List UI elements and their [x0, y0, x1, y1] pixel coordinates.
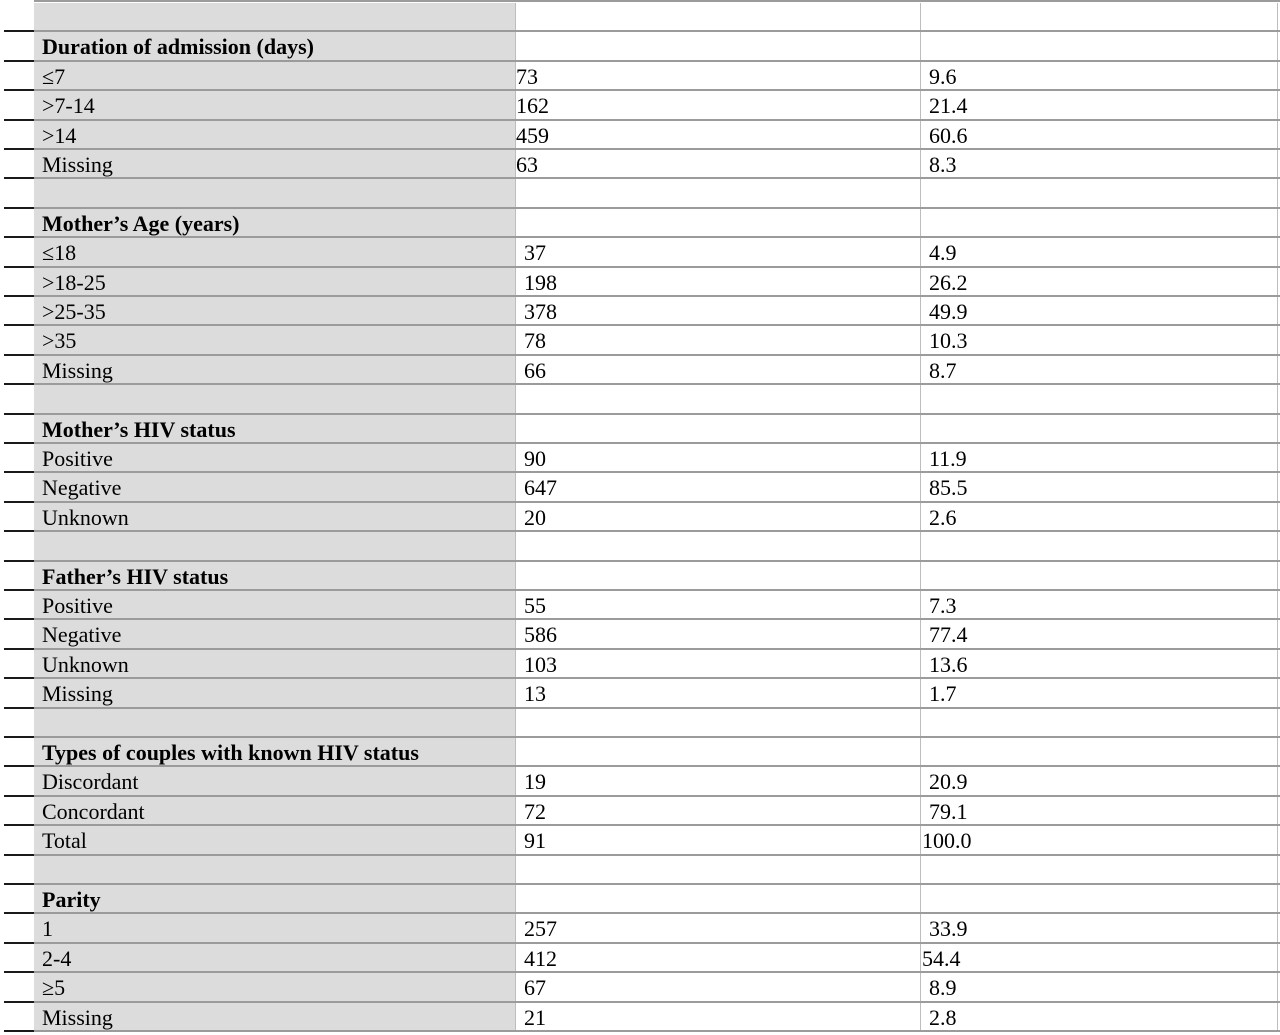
column-divider [920, 767, 921, 796]
table-row [0, 591, 1280, 620]
column-divider [1277, 209, 1278, 238]
count-cell: 459 [516, 122, 549, 148]
label-column-shade [34, 973, 515, 1002]
count-cell: 412 [524, 945, 557, 971]
table-row [0, 268, 1280, 297]
column-divider [920, 444, 921, 473]
row-label: Positive [42, 446, 113, 471]
column-divider [920, 385, 921, 414]
column-divider [1277, 91, 1278, 120]
column-divider [920, 738, 921, 767]
row-label: Missing [42, 357, 113, 383]
table-row [0, 150, 1280, 179]
spacer-row [0, 3, 1280, 32]
column-divider [515, 268, 516, 297]
count-cell: 647 [524, 475, 557, 501]
row-label: >18-25 [42, 269, 106, 295]
row-label: ≤7 [42, 63, 66, 89]
label-column-shade [34, 385, 515, 414]
spacer-row [0, 179, 1280, 208]
row-tick-mark [4, 1030, 34, 1032]
row-label: >35 [42, 328, 77, 354]
column-divider [515, 856, 516, 885]
column-divider [1277, 297, 1278, 326]
column-divider [1277, 179, 1278, 208]
column-divider [920, 209, 921, 238]
row-label: >14 [42, 122, 77, 148]
column-divider [920, 238, 921, 267]
percent-cell: 79.1 [929, 798, 968, 824]
column-divider [1277, 679, 1278, 708]
column-divider [920, 268, 921, 297]
count-cell: 78 [524, 328, 546, 354]
row-label: Unknown [42, 504, 129, 530]
table-row [0, 297, 1280, 326]
section-title: Father’s HIV status [42, 563, 229, 589]
column-divider [1277, 591, 1278, 620]
section-header-row [0, 562, 1280, 591]
column-divider [515, 826, 516, 855]
label-column-shade [34, 179, 515, 208]
percent-cell: 77.4 [929, 622, 968, 648]
count-cell: 91 [524, 828, 546, 854]
column-divider [920, 885, 921, 914]
column-divider [920, 326, 921, 355]
column-divider [515, 356, 516, 385]
count-cell: 63 [516, 152, 538, 177]
row-label: Negative [42, 475, 122, 501]
count-cell: 19 [524, 769, 546, 795]
column-divider [515, 444, 516, 473]
table-row [0, 973, 1280, 1002]
column-divider [1277, 620, 1278, 649]
column-divider [515, 209, 516, 238]
percent-cell: 100.0 [922, 828, 972, 854]
count-cell: 257 [524, 916, 557, 942]
row-divider [34, 1030, 1280, 1032]
table-row [0, 444, 1280, 473]
column-divider [1277, 1003, 1278, 1032]
percent-cell: 8.3 [929, 152, 957, 177]
count-cell: 55 [524, 593, 546, 618]
label-column-shade [34, 885, 515, 914]
percent-cell: 9.6 [929, 63, 957, 89]
column-divider [515, 473, 516, 502]
section-header-row [0, 32, 1280, 61]
column-divider [920, 973, 921, 1002]
row-label: ≤18 [42, 240, 77, 266]
row-label: 1 [42, 916, 53, 942]
column-divider [1277, 944, 1278, 973]
column-divider [920, 356, 921, 385]
count-cell: 586 [524, 622, 557, 648]
count-cell: 103 [524, 651, 557, 677]
column-divider [515, 562, 516, 591]
table-row [0, 679, 1280, 708]
column-divider [515, 415, 516, 444]
table-row [0, 356, 1280, 385]
column-divider [920, 121, 921, 150]
label-column-shade [34, 268, 515, 297]
column-divider [920, 944, 921, 973]
table-row [0, 1003, 1280, 1032]
column-divider [1277, 444, 1278, 473]
column-divider [1277, 738, 1278, 767]
column-divider [1277, 650, 1278, 679]
column-divider [1277, 32, 1278, 61]
column-divider [515, 238, 516, 267]
table-row [0, 121, 1280, 150]
count-cell: 198 [524, 269, 557, 295]
table-row [0, 503, 1280, 532]
column-divider [515, 385, 516, 414]
section-header-row [0, 885, 1280, 914]
column-divider [1277, 856, 1278, 885]
column-divider [920, 91, 921, 120]
column-divider [1277, 562, 1278, 591]
section-title: Mother’s Age (years) [42, 210, 240, 236]
column-divider [1277, 150, 1278, 179]
percent-cell: 8.7 [929, 357, 957, 383]
column-divider [920, 3, 921, 32]
table-row [0, 473, 1280, 502]
percent-cell: 11.9 [929, 446, 967, 471]
count-cell: 67 [524, 975, 546, 1001]
section-title: Parity [42, 887, 101, 912]
column-divider [1277, 885, 1278, 914]
count-cell: 66 [524, 357, 546, 383]
table-row [0, 914, 1280, 943]
table-row [0, 326, 1280, 355]
column-divider [920, 620, 921, 649]
column-divider [920, 503, 921, 532]
column-divider [920, 1003, 921, 1032]
column-divider [1277, 415, 1278, 444]
count-cell: 162 [516, 93, 549, 119]
column-divider [1277, 973, 1278, 1002]
row-label: Missing [42, 681, 113, 707]
row-label: 2-4 [42, 945, 72, 971]
percent-cell: 13.6 [929, 651, 968, 677]
column-divider [515, 973, 516, 1002]
percent-cell: 49.9 [929, 299, 968, 324]
row-label: Missing [42, 1004, 113, 1030]
column-divider [1277, 914, 1278, 943]
count-cell: 37 [524, 240, 546, 266]
column-divider [920, 679, 921, 708]
percent-cell: 26.2 [929, 269, 968, 295]
column-divider [1277, 473, 1278, 502]
section-header-row [0, 209, 1280, 238]
count-cell: 378 [524, 299, 557, 324]
percent-cell: 1.7 [929, 681, 957, 707]
column-divider [920, 62, 921, 91]
row-label: ≥5 [42, 975, 66, 1001]
column-divider [515, 326, 516, 355]
percent-cell: 8.9 [929, 975, 957, 1001]
section-title: Duration of admission (days) [42, 34, 314, 60]
column-divider [515, 944, 516, 973]
column-divider [515, 679, 516, 708]
column-divider [920, 179, 921, 208]
table-row [0, 797, 1280, 826]
row-label: Positive [42, 593, 113, 618]
label-column-shade [34, 856, 515, 885]
column-divider [920, 650, 921, 679]
percent-cell: 33.9 [929, 916, 968, 942]
label-column-shade [34, 91, 515, 120]
column-divider [1277, 532, 1278, 561]
percent-cell: 54.4 [922, 945, 961, 971]
count-cell: 21 [524, 1004, 546, 1030]
spacer-row [0, 532, 1280, 561]
count-cell: 90 [524, 446, 546, 471]
column-divider [1277, 709, 1278, 738]
label-column-shade [34, 914, 515, 943]
label-column-shade [34, 297, 515, 326]
column-divider [515, 591, 516, 620]
row-label: Total [42, 828, 87, 854]
column-divider [515, 797, 516, 826]
percent-cell: 21.4 [929, 93, 968, 119]
spacer-row [0, 709, 1280, 738]
column-divider [920, 856, 921, 885]
percent-cell: 2.6 [929, 504, 957, 530]
column-divider [1277, 268, 1278, 297]
column-divider [515, 297, 516, 326]
percent-cell: 10.3 [929, 328, 968, 354]
column-divider [920, 32, 921, 61]
percent-cell: 7.3 [929, 593, 957, 618]
table-row [0, 767, 1280, 796]
table-row [0, 620, 1280, 649]
row-label: Negative [42, 622, 122, 648]
section-title: Mother’s HIV status [42, 416, 236, 442]
count-cell: 13 [524, 681, 546, 707]
column-divider [920, 473, 921, 502]
column-divider [920, 797, 921, 826]
label-column-shade [34, 62, 515, 91]
label-column-shade [34, 3, 515, 32]
percent-cell: 60.6 [929, 122, 968, 148]
column-divider [515, 1003, 516, 1032]
section-header-row [0, 415, 1280, 444]
row-label: Concordant [42, 798, 145, 824]
column-divider [1277, 356, 1278, 385]
percent-cell: 2.8 [929, 1004, 957, 1030]
column-divider [920, 532, 921, 561]
column-divider [515, 767, 516, 796]
column-divider [920, 591, 921, 620]
column-divider [920, 562, 921, 591]
spacer-row [0, 856, 1280, 885]
column-divider [515, 738, 516, 767]
percent-cell: 20.9 [929, 769, 968, 795]
column-divider [920, 150, 921, 179]
column-divider [920, 826, 921, 855]
column-divider [515, 650, 516, 679]
column-divider [515, 885, 516, 914]
table-row [0, 91, 1280, 120]
label-column-shade [34, 532, 515, 561]
section-header-row [0, 738, 1280, 767]
column-divider [920, 415, 921, 444]
column-divider [1277, 3, 1278, 32]
column-divider [920, 297, 921, 326]
label-column-shade [34, 709, 515, 738]
row-label: Discordant [42, 769, 139, 795]
label-column-shade [34, 326, 515, 355]
section-title: Types of couples with known HIV status [42, 740, 419, 765]
label-column-shade [34, 944, 515, 973]
table-row [0, 238, 1280, 267]
column-divider [515, 503, 516, 532]
column-divider [1277, 385, 1278, 414]
count-cell: 20 [524, 504, 546, 530]
row-label: >7-14 [42, 93, 95, 119]
column-divider [1277, 503, 1278, 532]
column-divider [1277, 797, 1278, 826]
column-divider [515, 32, 516, 61]
percent-cell: 4.9 [929, 240, 957, 266]
percent-cell: 85.5 [929, 475, 968, 501]
column-divider [515, 914, 516, 943]
table-row [0, 62, 1280, 91]
column-divider [1277, 62, 1278, 91]
row-label: >25-35 [42, 299, 106, 324]
label-column-shade [34, 121, 515, 150]
column-divider [515, 620, 516, 649]
label-column-shade [34, 826, 515, 855]
column-divider [515, 3, 516, 32]
row-label: Unknown [42, 651, 129, 677]
spacer-row [0, 385, 1280, 414]
column-divider [1277, 238, 1278, 267]
column-divider [1277, 767, 1278, 796]
count-cell: 73 [516, 63, 538, 89]
column-divider [515, 179, 516, 208]
column-divider [515, 709, 516, 738]
column-divider [1277, 326, 1278, 355]
column-divider [515, 532, 516, 561]
column-divider [1277, 121, 1278, 150]
row-label: Missing [42, 152, 113, 177]
count-cell: 72 [524, 798, 546, 824]
column-divider [1277, 826, 1278, 855]
column-divider [920, 914, 921, 943]
table-top-border [34, 0, 1280, 2]
table-row [0, 650, 1280, 679]
label-column-shade [34, 238, 515, 267]
table-row [0, 944, 1280, 973]
column-divider [920, 709, 921, 738]
table-row [0, 826, 1280, 855]
